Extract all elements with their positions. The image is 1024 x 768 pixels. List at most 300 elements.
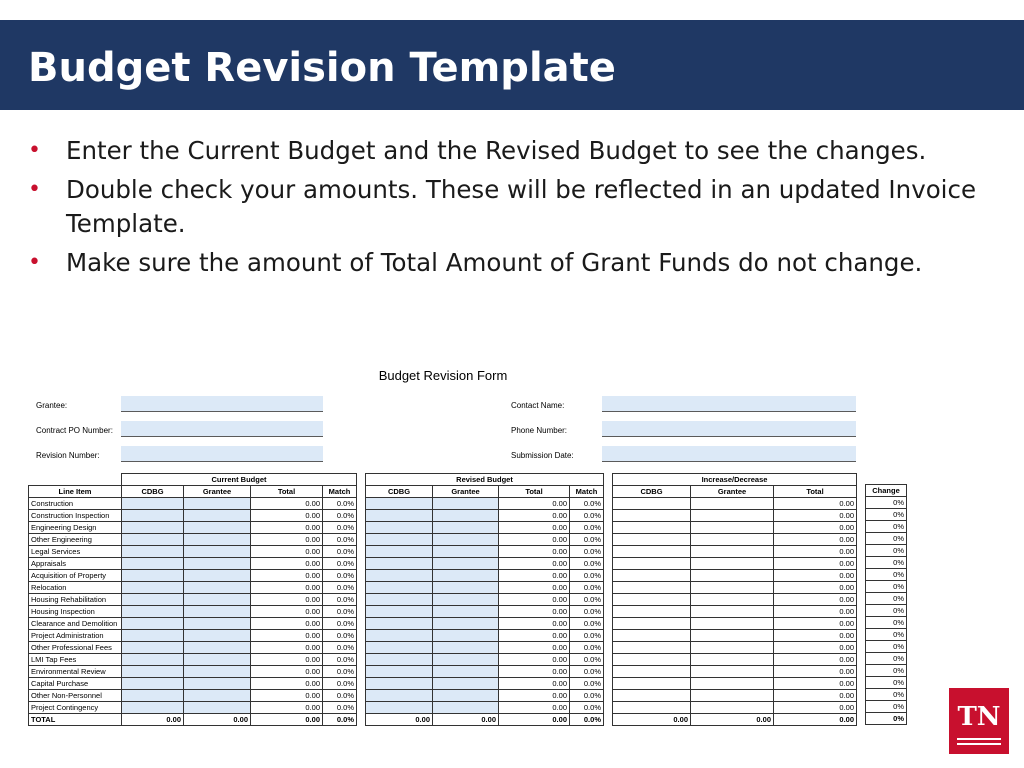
current-budget-header: Current Budget — [122, 474, 357, 486]
cdbg-input-cell[interactable] — [366, 618, 433, 630]
table-row — [29, 534, 357, 546]
table-row — [29, 642, 357, 654]
grantee-field[interactable] — [121, 396, 323, 412]
cdbg-diff-cell — [613, 510, 691, 522]
cdbg-diff-cell — [613, 606, 691, 618]
cdbg-input-cell[interactable] — [366, 498, 433, 510]
table-row — [366, 534, 604, 546]
grantee-input-cell[interactable] — [184, 498, 251, 510]
form-title: Budget Revision Form — [378, 368, 508, 383]
total-cell: 0.00 — [499, 702, 570, 714]
cdbg-input-cell[interactable] — [366, 582, 433, 594]
table-row — [613, 522, 857, 534]
line-item-label: Relocation — [29, 582, 122, 594]
table-row — [366, 618, 604, 630]
bullet-item — [28, 173, 1008, 241]
table-row — [29, 498, 357, 510]
cdbg-input-cell[interactable] — [366, 666, 433, 678]
total-grantee: 0.00 — [433, 714, 499, 726]
table-row — [613, 666, 857, 678]
line-item-label: Construction — [29, 498, 122, 510]
table-row — [29, 522, 357, 534]
table-row — [866, 557, 907, 569]
line-item-label: Environmental Review — [29, 666, 122, 678]
grantee-diff-cell — [691, 546, 774, 558]
cdbg-diff-cell — [613, 522, 691, 534]
total-label: TOTAL — [29, 714, 122, 726]
line-item-label: Acquisition of Property — [29, 570, 122, 582]
grantee-input-cell[interactable] — [184, 642, 251, 654]
total-diff-cell: 0.00 — [774, 498, 857, 510]
table-row — [613, 582, 857, 594]
table-row — [366, 654, 604, 666]
grantee-header: Grantee — [691, 486, 774, 498]
cdbg-input-cell[interactable] — [122, 666, 184, 678]
cdbg-input-cell[interactable] — [366, 630, 433, 642]
cdbg-input-cell[interactable] — [366, 690, 433, 702]
grantee-input-cell[interactable] — [433, 534, 499, 546]
line-item-label: Construction Inspection — [29, 510, 122, 522]
change-cell: 0% — [866, 509, 907, 521]
cdbg-input-cell[interactable] — [122, 618, 184, 630]
bullet-icon: • — [28, 177, 41, 202]
table-row — [29, 558, 357, 570]
match-cell: 0.0% — [570, 534, 604, 546]
cdbg-input-cell[interactable] — [122, 642, 184, 654]
total-change: 0% — [866, 713, 907, 725]
match-cell: 0.0% — [570, 630, 604, 642]
total-cell: 0.00 — [499, 642, 570, 654]
grantee-diff-cell — [691, 618, 774, 630]
table-row — [613, 594, 857, 606]
table-row — [866, 593, 907, 605]
revision-number-field[interactable] — [121, 446, 323, 462]
table-row — [866, 617, 907, 629]
total-cell: 0.00 — [251, 690, 323, 702]
line-item-label: Engineering Design — [29, 522, 122, 534]
match-cell: 0.0% — [323, 546, 357, 558]
grantee-diff-cell — [691, 690, 774, 702]
line-item-label: Other Non-Personnel — [29, 690, 122, 702]
match-cell: 0.0% — [323, 618, 357, 630]
match-cell: 0.0% — [570, 690, 604, 702]
table-row — [613, 558, 857, 570]
table-row — [613, 510, 857, 522]
total-cell: 0.00 — [499, 618, 570, 630]
table-row — [613, 534, 857, 546]
table-row — [613, 618, 857, 630]
line-item-label: Other Professional Fees — [29, 642, 122, 654]
line-item-label: Legal Services — [29, 546, 122, 558]
contract-po-field[interactable] — [121, 421, 323, 437]
total-diff-cell: 0.00 — [774, 630, 857, 642]
total-cell: 0.00 — [251, 522, 323, 534]
total-diff-cell: 0.00 — [774, 522, 857, 534]
change-cell: 0% — [866, 629, 907, 641]
revised-budget-header: Revised Budget — [366, 474, 604, 486]
grantee-input-cell[interactable] — [184, 582, 251, 594]
change-cell: 0% — [866, 605, 907, 617]
table-row — [366, 546, 604, 558]
total-grantee: 0.00 — [691, 714, 774, 726]
table-row — [613, 702, 857, 714]
grantee-diff-cell — [691, 570, 774, 582]
change-cell: 0% — [866, 557, 907, 569]
match-header: Match — [570, 486, 604, 498]
phone-number-field[interactable] — [602, 421, 856, 437]
table-row — [613, 498, 857, 510]
table-row — [866, 605, 907, 617]
grantee-header: Grantee — [433, 486, 499, 498]
current-budget-table — [28, 473, 357, 726]
table-row — [29, 546, 357, 558]
cdbg-input-cell[interactable] — [366, 654, 433, 666]
total-row — [866, 713, 907, 725]
change-cell: 0% — [866, 533, 907, 545]
submission-date-label: Submission Date: — [511, 451, 574, 460]
grantee-input-cell[interactable] — [433, 690, 499, 702]
match-cell: 0.0% — [323, 642, 357, 654]
match-cell: 0.0% — [323, 702, 357, 714]
cdbg-diff-cell — [613, 546, 691, 558]
table-row — [29, 582, 357, 594]
line-item-label: Project Administration — [29, 630, 122, 642]
total-cell: 0.00 — [251, 498, 323, 510]
match-cell: 0.0% — [323, 498, 357, 510]
bullet-text: Double check your amounts. These will be reflected in an updated Invoice Template. — [66, 175, 977, 238]
submission-date-field[interactable] — [602, 446, 856, 462]
grantee-diff-cell — [691, 534, 774, 546]
match-cell: 0.0% — [323, 522, 357, 534]
table-row — [613, 546, 857, 558]
cdbg-input-cell[interactable] — [122, 558, 184, 570]
grantee-input-cell[interactable] — [433, 702, 499, 714]
table-row — [866, 521, 907, 533]
grantee-input-cell[interactable] — [433, 642, 499, 654]
grantee-input-cell[interactable] — [184, 558, 251, 570]
match-cell: 0.0% — [570, 546, 604, 558]
total-cell: 0.00 — [499, 558, 570, 570]
match-cell: 0.0% — [323, 570, 357, 582]
grantee-diff-cell — [691, 558, 774, 570]
table-row — [866, 701, 907, 713]
table-row — [29, 678, 357, 690]
table-row — [366, 690, 604, 702]
table-row — [366, 678, 604, 690]
total-diff-cell: 0.00 — [774, 618, 857, 630]
table-row — [866, 677, 907, 689]
cdbg-diff-cell — [613, 582, 691, 594]
grantee-input-cell[interactable] — [433, 630, 499, 642]
table-row — [29, 630, 357, 642]
total-cell: 0.00 — [499, 510, 570, 522]
total-diff-cell: 0.00 — [774, 690, 857, 702]
line-item-label: LMI Tap Fees — [29, 654, 122, 666]
table-row — [366, 522, 604, 534]
total-diff-cell: 0.00 — [774, 642, 857, 654]
grantee-input-cell[interactable] — [184, 654, 251, 666]
table-row — [866, 509, 907, 521]
table-row — [366, 702, 604, 714]
match-cell: 0.0% — [323, 690, 357, 702]
match-cell: 0.0% — [323, 654, 357, 666]
table-row — [366, 642, 604, 654]
cdbg-input-cell[interactable] — [122, 510, 184, 522]
line-item-header: Line Item — [29, 486, 122, 498]
grantee-input-cell[interactable] — [433, 606, 499, 618]
change-cell: 0% — [866, 677, 907, 689]
match-cell: 0.0% — [570, 642, 604, 654]
change-cell: 0% — [866, 641, 907, 653]
increase-decrease-table — [612, 473, 857, 726]
grantee-input-cell[interactable] — [184, 546, 251, 558]
total-diff-cell: 0.00 — [774, 510, 857, 522]
table-row — [866, 653, 907, 665]
grantee-input-cell[interactable] — [433, 654, 499, 666]
change-cell: 0% — [866, 593, 907, 605]
grantee-input-cell[interactable] — [184, 630, 251, 642]
grantee-diff-cell — [691, 582, 774, 594]
total-cell: 0.00 — [499, 690, 570, 702]
grantee-diff-cell — [691, 702, 774, 714]
grantee-input-cell[interactable] — [184, 570, 251, 582]
grantee-input-cell[interactable] — [433, 558, 499, 570]
match-cell: 0.0% — [570, 594, 604, 606]
total-total: 0.00 — [251, 714, 323, 726]
grantee-input-cell[interactable] — [184, 534, 251, 546]
total-cell: 0.00 — [499, 654, 570, 666]
table-row — [866, 689, 907, 701]
match-cell: 0.0% — [323, 558, 357, 570]
grantee-input-cell[interactable] — [433, 666, 499, 678]
cdbg-input-cell[interactable] — [366, 678, 433, 690]
table-row — [366, 558, 604, 570]
grantee-input-cell[interactable] — [433, 522, 499, 534]
total-row — [29, 714, 357, 726]
total-cell: 0.00 — [251, 618, 323, 630]
cdbg-input-cell[interactable] — [122, 498, 184, 510]
table-row — [613, 630, 857, 642]
table-row — [613, 606, 857, 618]
grantee-input-cell[interactable] — [184, 702, 251, 714]
total-diff-cell: 0.00 — [774, 702, 857, 714]
match-cell: 0.0% — [570, 606, 604, 618]
match-cell: 0.0% — [570, 570, 604, 582]
total-cell: 0.00 — [251, 534, 323, 546]
cdbg-input-cell[interactable] — [366, 558, 433, 570]
grantee-input-cell[interactable] — [184, 690, 251, 702]
cdbg-header: CDBG — [613, 486, 691, 498]
cdbg-input-cell[interactable] — [122, 594, 184, 606]
increase-decrease-header: Increase/Decrease — [613, 474, 857, 486]
table-row — [866, 629, 907, 641]
total-cell: 0.00 — [251, 594, 323, 606]
grantee-input-cell[interactable] — [433, 594, 499, 606]
total-diff-cell: 0.00 — [774, 582, 857, 594]
total-diff-cell: 0.00 — [774, 558, 857, 570]
grantee-input-cell[interactable] — [184, 678, 251, 690]
cdbg-input-cell[interactable] — [122, 582, 184, 594]
match-cell: 0.0% — [323, 534, 357, 546]
table-row — [866, 581, 907, 593]
match-cell: 0.0% — [323, 594, 357, 606]
match-cell: 0.0% — [570, 498, 604, 510]
table-row — [29, 510, 357, 522]
total-total: 0.00 — [774, 714, 857, 726]
table-row — [366, 570, 604, 582]
line-item-label: Housing Inspection — [29, 606, 122, 618]
match-cell: 0.0% — [570, 618, 604, 630]
match-cell: 0.0% — [570, 678, 604, 690]
cdbg-diff-cell — [613, 570, 691, 582]
change-cell: 0% — [866, 653, 907, 665]
bullet-text: Enter the Current Budget and the Revised Budget to see the changes. — [66, 136, 927, 165]
total-match: 0.0% — [323, 714, 357, 726]
total-header: Total — [251, 486, 323, 498]
grantee-input-cell[interactable] — [184, 606, 251, 618]
grantee-input-cell[interactable] — [184, 522, 251, 534]
table-row — [366, 510, 604, 522]
grantee-input-cell[interactable] — [433, 498, 499, 510]
line-item-label: Other Engineering — [29, 534, 122, 546]
match-cell: 0.0% — [323, 666, 357, 678]
table-row — [29, 570, 357, 582]
table-row — [366, 498, 604, 510]
total-cell: 0.00 — [251, 702, 323, 714]
table-row — [866, 665, 907, 677]
cdbg-input-cell[interactable] — [366, 702, 433, 714]
total-diff-cell: 0.00 — [774, 678, 857, 690]
table-row — [29, 654, 357, 666]
grantee-input-cell[interactable] — [433, 570, 499, 582]
cdbg-input-cell[interactable] — [122, 678, 184, 690]
table-row — [613, 690, 857, 702]
change-cell: 0% — [866, 521, 907, 533]
match-cell: 0.0% — [323, 510, 357, 522]
cdbg-input-cell[interactable] — [366, 594, 433, 606]
match-cell: 0.0% — [570, 522, 604, 534]
grantee-input-cell[interactable] — [433, 510, 499, 522]
match-header: Match — [323, 486, 357, 498]
total-cell: 0.00 — [499, 678, 570, 690]
total-match: 0.0% — [570, 714, 604, 726]
grantee-input-cell[interactable] — [184, 510, 251, 522]
table-row — [29, 702, 357, 714]
total-header: Total — [499, 486, 570, 498]
contract-po-label: Contract PO Number: — [36, 426, 113, 435]
table-row — [29, 606, 357, 618]
change-cell: 0% — [866, 545, 907, 557]
table-row — [866, 545, 907, 557]
cdbg-input-cell[interactable] — [366, 570, 433, 582]
match-cell: 0.0% — [323, 630, 357, 642]
grantee-header: Grantee — [184, 486, 251, 498]
total-cell: 0.00 — [499, 582, 570, 594]
total-diff-cell: 0.00 — [774, 546, 857, 558]
total-cell: 0.00 — [251, 606, 323, 618]
cdbg-input-cell[interactable] — [366, 642, 433, 654]
change-cell: 0% — [866, 581, 907, 593]
match-cell: 0.0% — [570, 510, 604, 522]
cdbg-input-cell[interactable] — [366, 606, 433, 618]
match-cell: 0.0% — [323, 582, 357, 594]
cdbg-input-cell[interactable] — [122, 522, 184, 534]
total-cell: 0.00 — [251, 570, 323, 582]
table-row — [866, 533, 907, 545]
table-row — [613, 642, 857, 654]
total-cell: 0.00 — [251, 546, 323, 558]
grantee-diff-cell — [691, 630, 774, 642]
tn-logo-text: TN — [957, 702, 1001, 732]
cdbg-input-cell[interactable] — [122, 702, 184, 714]
cdbg-input-cell[interactable] — [122, 606, 184, 618]
total-diff-cell: 0.00 — [774, 594, 857, 606]
grantee-input-cell[interactable] — [184, 594, 251, 606]
cdbg-input-cell[interactable] — [366, 522, 433, 534]
cdbg-input-cell[interactable] — [366, 546, 433, 558]
grantee-diff-cell — [691, 654, 774, 666]
grantee-diff-cell — [691, 594, 774, 606]
table-row — [366, 630, 604, 642]
table-row — [29, 618, 357, 630]
change-cell: 0% — [866, 497, 907, 509]
grantee-diff-cell — [691, 606, 774, 618]
table-row — [366, 606, 604, 618]
cdbg-input-cell[interactable] — [122, 654, 184, 666]
table-row — [366, 582, 604, 594]
cdbg-input-cell[interactable] — [122, 690, 184, 702]
grantee-input-cell[interactable] — [184, 618, 251, 630]
grantee-diff-cell — [691, 498, 774, 510]
cdbg-input-cell[interactable] — [366, 510, 433, 522]
cdbg-input-cell[interactable] — [366, 534, 433, 546]
line-item-label: Clearance and Demolition — [29, 618, 122, 630]
cdbg-input-cell[interactable] — [122, 630, 184, 642]
grantee-diff-cell — [691, 522, 774, 534]
grantee-label: Grantee: — [36, 401, 68, 410]
grantee-input-cell[interactable] — [433, 546, 499, 558]
contact-name-field[interactable] — [602, 396, 856, 412]
cdbg-input-cell[interactable] — [122, 534, 184, 546]
total-cell: 0.00 — [251, 582, 323, 594]
total-cell: 0.00 — [251, 642, 323, 654]
total-cell: 0.00 — [499, 606, 570, 618]
cdbg-diff-cell — [613, 702, 691, 714]
total-cdbg: 0.00 — [613, 714, 691, 726]
total-total: 0.00 — [499, 714, 570, 726]
bullet-item — [28, 246, 1008, 280]
line-item-label: Appraisals — [29, 558, 122, 570]
grantee-input-cell[interactable] — [433, 582, 499, 594]
logo-line — [957, 738, 1001, 740]
change-cell: 0% — [866, 569, 907, 581]
grantee-diff-cell — [691, 678, 774, 690]
tn-logo — [949, 688, 1009, 754]
cdbg-input-cell[interactable] — [122, 546, 184, 558]
cdbg-input-cell[interactable] — [122, 570, 184, 582]
total-diff-cell: 0.00 — [774, 606, 857, 618]
line-item-label: Project Contingency — [29, 702, 122, 714]
grantee-input-cell[interactable] — [184, 666, 251, 678]
table-row — [613, 678, 857, 690]
total-diff-cell: 0.00 — [774, 666, 857, 678]
match-cell: 0.0% — [570, 666, 604, 678]
grantee-input-cell[interactable] — [433, 618, 499, 630]
bullet-icon: • — [28, 138, 41, 163]
total-cell: 0.00 — [251, 654, 323, 666]
grantee-input-cell[interactable] — [433, 678, 499, 690]
total-header: Total — [774, 486, 857, 498]
